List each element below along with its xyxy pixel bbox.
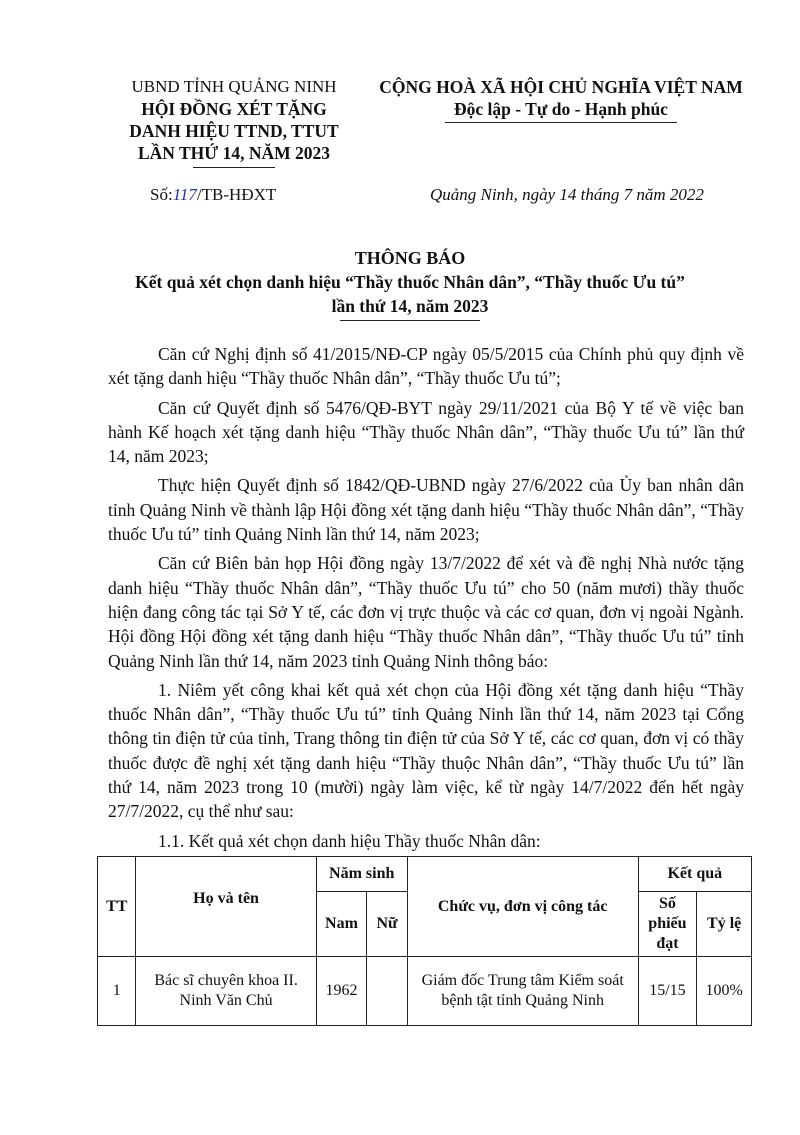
- header-rate: Tỷ lệ: [697, 892, 752, 957]
- cell-position: Giám đốc Trung tâm Kiểm soát bệnh tật tỉnh Quảng Ninh: [407, 957, 638, 1026]
- header-result: Kết quả: [638, 857, 751, 892]
- authority-line-3: DANH HIỆU TTND, TTUT: [129, 121, 339, 141]
- authority-underline: [193, 167, 275, 168]
- header-name: Họ và tên: [136, 857, 316, 957]
- header-position: Chức vụ, đơn vị công tác: [407, 857, 638, 957]
- cell-birth-female: [367, 957, 407, 1026]
- table-row: [98, 957, 752, 1026]
- cell-birth-male: 1962: [316, 957, 367, 1026]
- cell-votes: 15/15: [638, 957, 697, 1026]
- national-motto: Độc lập - Tự do - Hạnh phúc: [454, 99, 668, 119]
- document-number-suffix: /TB-HĐXT: [196, 185, 277, 204]
- document-body: [108, 342, 744, 858]
- paragraph-item-1: 1. Niêm yết công khai kết quả xét chọn của Hội đồng xét tặng danh hiệu “Thầy thuốc Nhân dân”, “Thầy thuốc Ưu tú” tỉnh Quảng Ninh lần thứ 14, năm 2023 tại Cổng thông tin điện tử của tỉnh, Trang thông tin điện tử của Sở Y tế, các cơ quan, đơn vị có thầy thuốc được đề nghị xét tặng danh hiệu “Thầy thuộc Nhân dân”, “Thầy thuốc Ưu tú” lần thứ 14, năm 2023 trong 10 (mười) ngày làm việc, kể từ ngày 14/7/2022 đến hết ngày 27/7/2022, cụ thể như sau:: [108, 679, 744, 822]
- authority-line-1: UBND TỈNH QUẢNG NINH: [131, 77, 337, 96]
- document-number-prefix: Số:: [150, 185, 173, 204]
- cell-rate: 100%: [697, 957, 752, 1026]
- header-female: Nữ: [367, 892, 407, 957]
- issuing-authority-block: [96, 76, 372, 168]
- paragraph-legal-basis-1: Căn cứ Nghị định số 41/2015/NĐ-CP ngày 05/5/2015 của Chính phủ quy định về xét tặng danh hiệu “Thầy thuốc Nhân dân”, “Thầy thuốc Ưu tú”;: [108, 344, 744, 389]
- table-header-row: [98, 857, 752, 892]
- title-underline: [340, 320, 480, 321]
- document-subtitle-1: Kết quả xét chọn danh hiệu “Thầy thuốc Nhân dân”, “Thầy thuốc Ưu tú”: [135, 272, 685, 292]
- paragraph-meeting-minutes: Căn cứ Biên bản họp Hội đồng ngày 13/7/2022 để xét và đề nghị Nhà nước tặng danh hiệu “Thầy thuốc Nhân dân”, “Thầy thuốc Ưu tú” cho 50 (năm mươi) thầy thuốc hiện đang công tác tại Sở Y tế, các đơn vị trực thuộc và các cơ quan, đơn vị ngoài Ngành. Hội đồng Hội đồng xét tặng danh hiệu “Thầy thuốc Nhân dân”, “Thầy thuốc Ưu tú” tỉnh Quảng Ninh lần thứ 14, năm 2023 tỉnh Quảng Ninh thông báo:: [108, 553, 744, 671]
- header-votes: Số phiếu đạt: [638, 892, 697, 957]
- document-title: THÔNG BÁO: [354, 248, 466, 268]
- paragraph-implementation: Thực hiện Quyết định số 1842/QĐ-UBND ngày 27/6/2022 của Ủy ban nhân dân tỉnh Quảng Ninh về thành lập Hội đồng xét tặng danh hiệu “Thầy thuốc Nhân dân”, “Thầy thuốc Ưu tú” tỉnh Quảng Ninh lần thứ 14, năm 2023;: [108, 475, 744, 545]
- place-date: Quảng Ninh, ngày 14 tháng 7 năm 2022: [430, 185, 704, 204]
- document-title-block: [100, 246, 720, 321]
- header-tt: TT: [98, 857, 136, 957]
- results-table: [97, 856, 752, 1026]
- paragraph-legal-basis-2: Căn cứ Quyết định số 5476/QĐ-BYT ngày 29/11/2021 của Bộ Y tế về việc ban hành Kế hoạch xét tặng danh hiệu “Thầy thuốc Nhân dân”, “Thầy thuốc Ưu tú” lần thứ 14, năm 2023;: [108, 397, 744, 467]
- authority-line-2: HỘI ĐỒNG XÉT TẶNG: [141, 99, 327, 119]
- national-title: CỘNG HOÀ XÃ HỘI CHỦ NGHĨA VIỆT NAM: [379, 77, 743, 97]
- cell-name: Bác sĩ chuyên khoa II. Ninh Văn Chủ: [136, 957, 316, 1026]
- header-birth-year: Năm sinh: [316, 857, 407, 892]
- motto-underline: [445, 122, 677, 123]
- document-subtitle-2: lần thứ 14, năm 2023: [331, 296, 489, 316]
- document-number-value: 117: [172, 185, 197, 204]
- document-number: [150, 185, 276, 205]
- cell-tt: 1: [98, 957, 136, 1026]
- authority-line-4: LẦN THỨ 14, NĂM 2023: [137, 143, 330, 163]
- header-male: Nam: [316, 892, 367, 957]
- national-motto-block: [374, 76, 748, 123]
- paragraph-item-1-1: 1.1. Kết quả xét chọn danh hiệu Thầy thuốc Nhân dân:: [158, 830, 541, 851]
